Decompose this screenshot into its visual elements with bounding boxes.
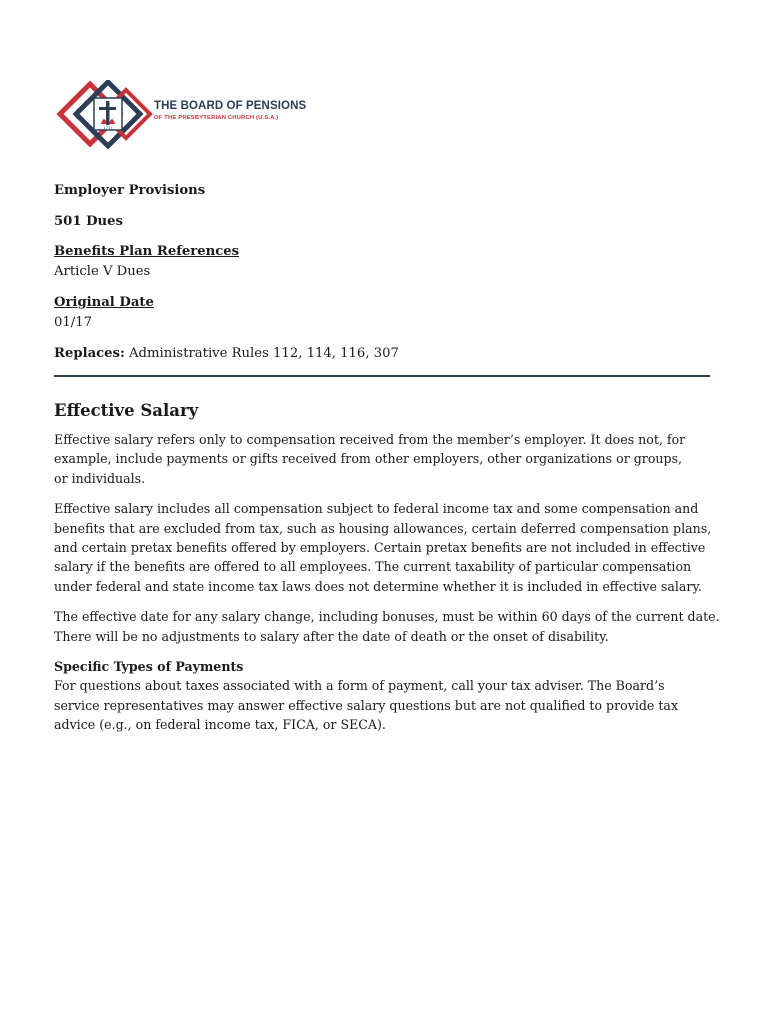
logo-org-name: THE BOARD OF PENSIONS	[154, 100, 307, 112]
paragraph-line: service representatives may answer effective salary questions but are not qualified to provide tax	[54, 697, 679, 713]
paragraph-1	[54, 430, 722, 488]
provision-number: 501 Dues	[54, 214, 123, 229]
paragraph-line: Effective salary refers only to compensation received from the member’s employer. It does not, for	[54, 432, 686, 447]
plan-references-value: Article V Dues	[54, 264, 151, 279]
plan-references-label: Benefits Plan References	[54, 244, 240, 259]
paragraph-line: Effective salary includes all compensation subject to federal income tax and some compensation and	[54, 501, 699, 517]
paragraph-3	[54, 607, 722, 646]
paragraph-2	[54, 499, 722, 596]
paragraph-line: salary if the benefits are offered to all employees. The current taxability of particular compensation	[54, 559, 692, 575]
paragraph-line: advice (e.g., on federal income tax, FICA, or SECA).	[54, 717, 386, 733]
emblem-year: 1717	[103, 126, 113, 130]
section-divider	[54, 375, 710, 377]
paragraph-line: and certain pretax benefits offered by employers. Certain pretax benefits are not included in effective	[54, 540, 706, 556]
paragraph-line: The effective date for any salary change, including bonuses, must be within 60 days of the current date.	[54, 609, 720, 625]
paragraph-line: benefits that are excluded from tax, such as housing allowances, certain deferred compensation plans,	[54, 520, 712, 536]
replaces-label: Replaces:	[54, 346, 125, 361]
paragraph-line: There will be no adjustments to salary after the date of death or the onset of disability.	[54, 628, 609, 644]
subsection-title: Specific Types of Payments	[54, 659, 244, 675]
replaces-value: Administrative Rules 112, 114, 116, 307	[124, 346, 399, 361]
section-effective-salary	[54, 400, 722, 746]
paragraph-line: under federal and state income tax laws does not determine whether it is included in effective salary.	[54, 578, 702, 594]
board-of-pensions-logo	[56, 80, 316, 150]
original-date-label: Original Date	[54, 295, 154, 310]
emblem-icon	[56, 80, 156, 150]
original-date-value: 01/17	[54, 315, 93, 330]
paragraph-line: example, include payments or gifts received from other employers, other organizations or groups,	[54, 451, 683, 467]
replaces-line	[54, 344, 399, 363]
paragraph-line: or individuals.	[54, 470, 146, 486]
section-title: Effective Salary	[54, 401, 199, 420]
logo-org-subname: OF THE PRESBYTERIAN CHURCH (U.S.A.)	[154, 115, 279, 121]
logo-wordmark	[154, 100, 306, 121]
provision-category: Employer Provisions	[54, 183, 206, 198]
paragraph-4	[54, 676, 722, 734]
paragraph-line: For questions about taxes associated with a form of payment, call your tax adviser. The Board’s	[54, 678, 665, 694]
